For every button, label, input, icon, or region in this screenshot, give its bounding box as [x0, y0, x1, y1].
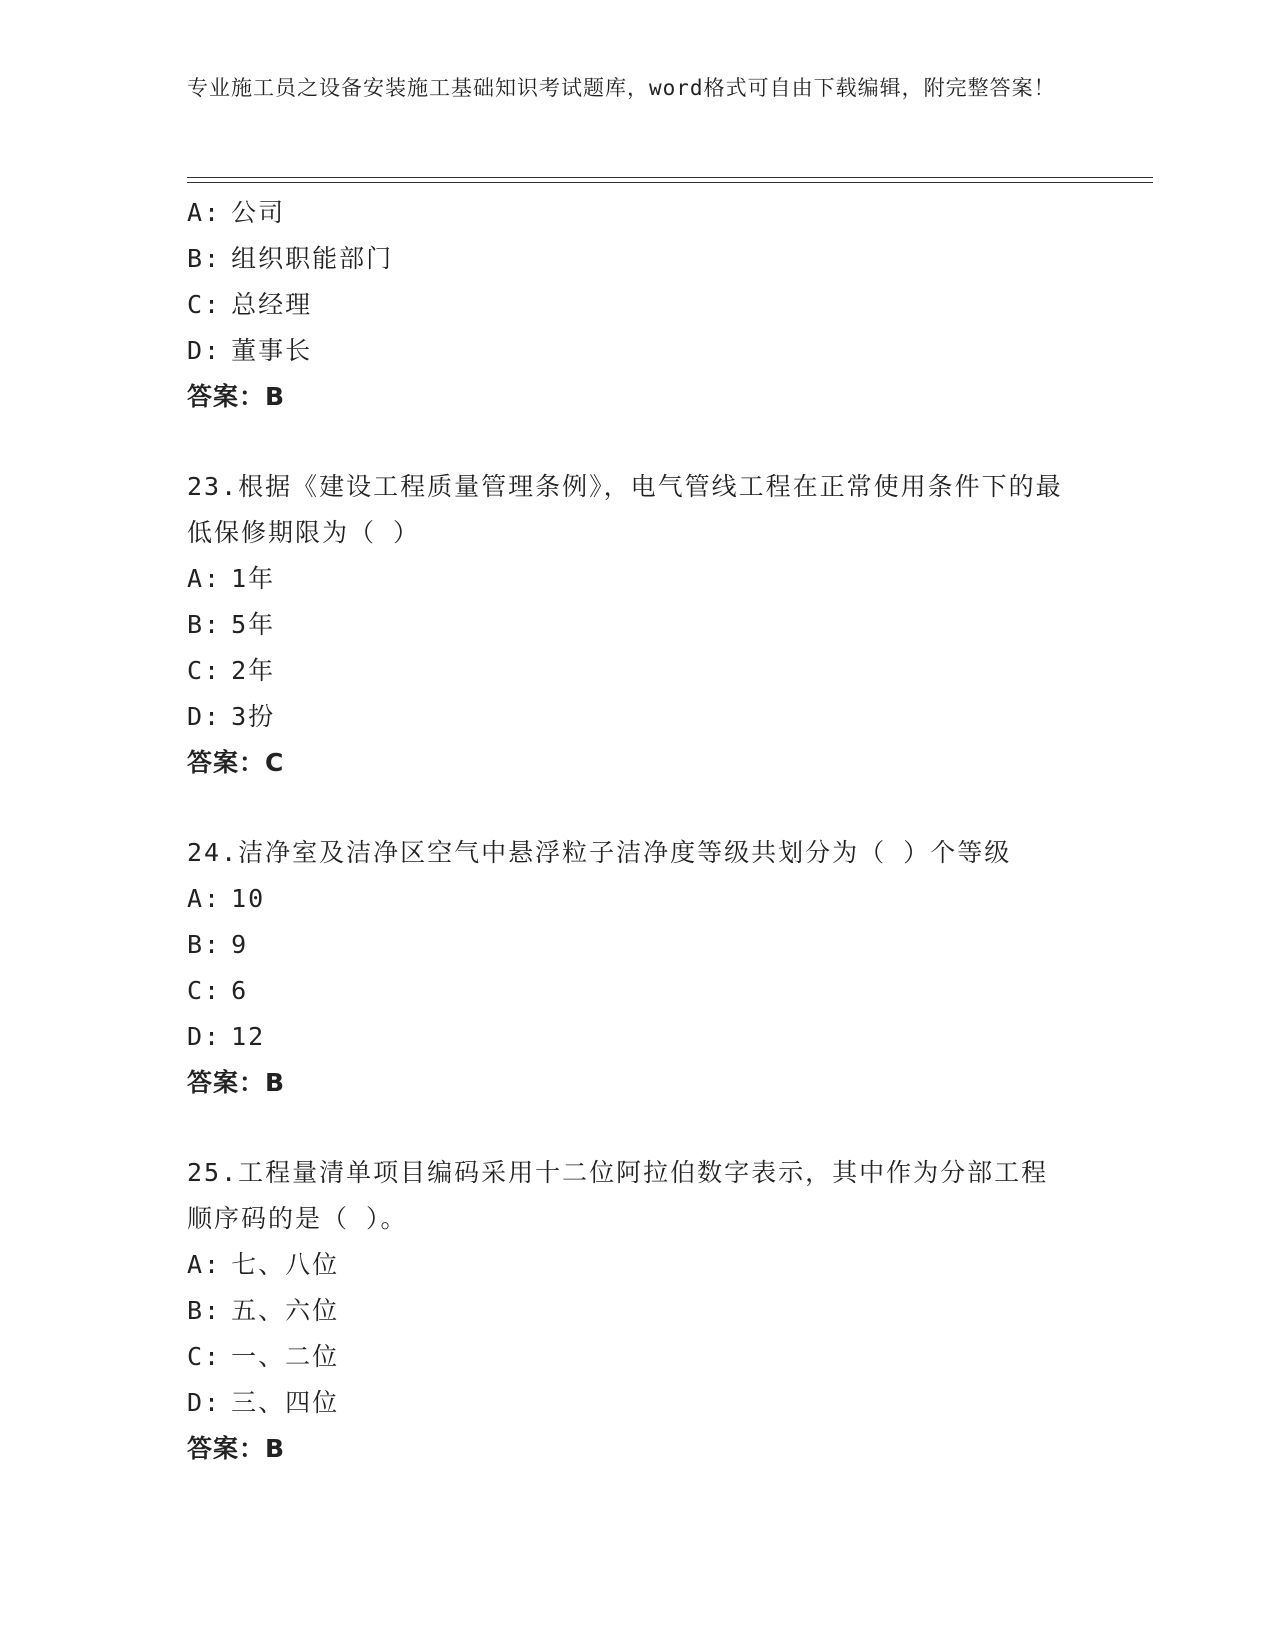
answer-line: 答案：C: [187, 748, 285, 777]
document-header: 专业施工员之设备安装施工基础知识考试题库，word格式可自由下载编辑，附完整答案！: [187, 76, 1056, 100]
option-d: D: 3扮: [187, 702, 276, 731]
question-text: 25.工程量清单项目编码采用十二位阿拉伯数字表示，其中作为分部工程顺序码的是（ ）。: [187, 1158, 1049, 1233]
question-25: [187, 1150, 1087, 1472]
option-d: D: 董事长: [187, 336, 313, 365]
header-divider-bottom: [187, 182, 1153, 183]
answer-line: 答案：B: [187, 382, 286, 411]
option-c: C: 2年: [187, 656, 276, 685]
question-23: [187, 464, 1087, 786]
question-22-tail: [187, 190, 1087, 420]
header-divider-top: [187, 177, 1153, 178]
document-body: [187, 190, 1087, 1472]
option-b: B: 5年: [187, 610, 276, 639]
option-c: C: 6: [187, 976, 249, 1005]
option-c: C: 总经理: [187, 290, 313, 319]
option-b: B: 组织职能部门: [187, 244, 394, 273]
question-text: 24.洁净室及洁净区空气中悬浮粒子洁净度等级共划分为（ ）个等级: [187, 838, 1012, 867]
option-a: A: 七、八位: [187, 1250, 340, 1279]
option-b: B: 五、六位: [187, 1296, 340, 1325]
option-d: D: 12: [187, 1022, 266, 1051]
option-b: B: 9: [187, 930, 249, 959]
question-text: 23.根据《建设工程质量管理条例》，电气管线工程在正常使用条件下的最低保修期限为（ ）: [187, 472, 1063, 547]
option-a: A: 公司: [187, 198, 286, 227]
option-c: C: 一、二位: [187, 1342, 340, 1371]
answer-line: 答案：B: [187, 1434, 286, 1463]
answer-line: 答案：B: [187, 1068, 286, 1097]
option-a: A: 1年: [187, 564, 276, 593]
option-a: A: 10: [187, 884, 266, 913]
option-d: D: 三、四位: [187, 1388, 340, 1417]
question-24: [187, 830, 1087, 1106]
